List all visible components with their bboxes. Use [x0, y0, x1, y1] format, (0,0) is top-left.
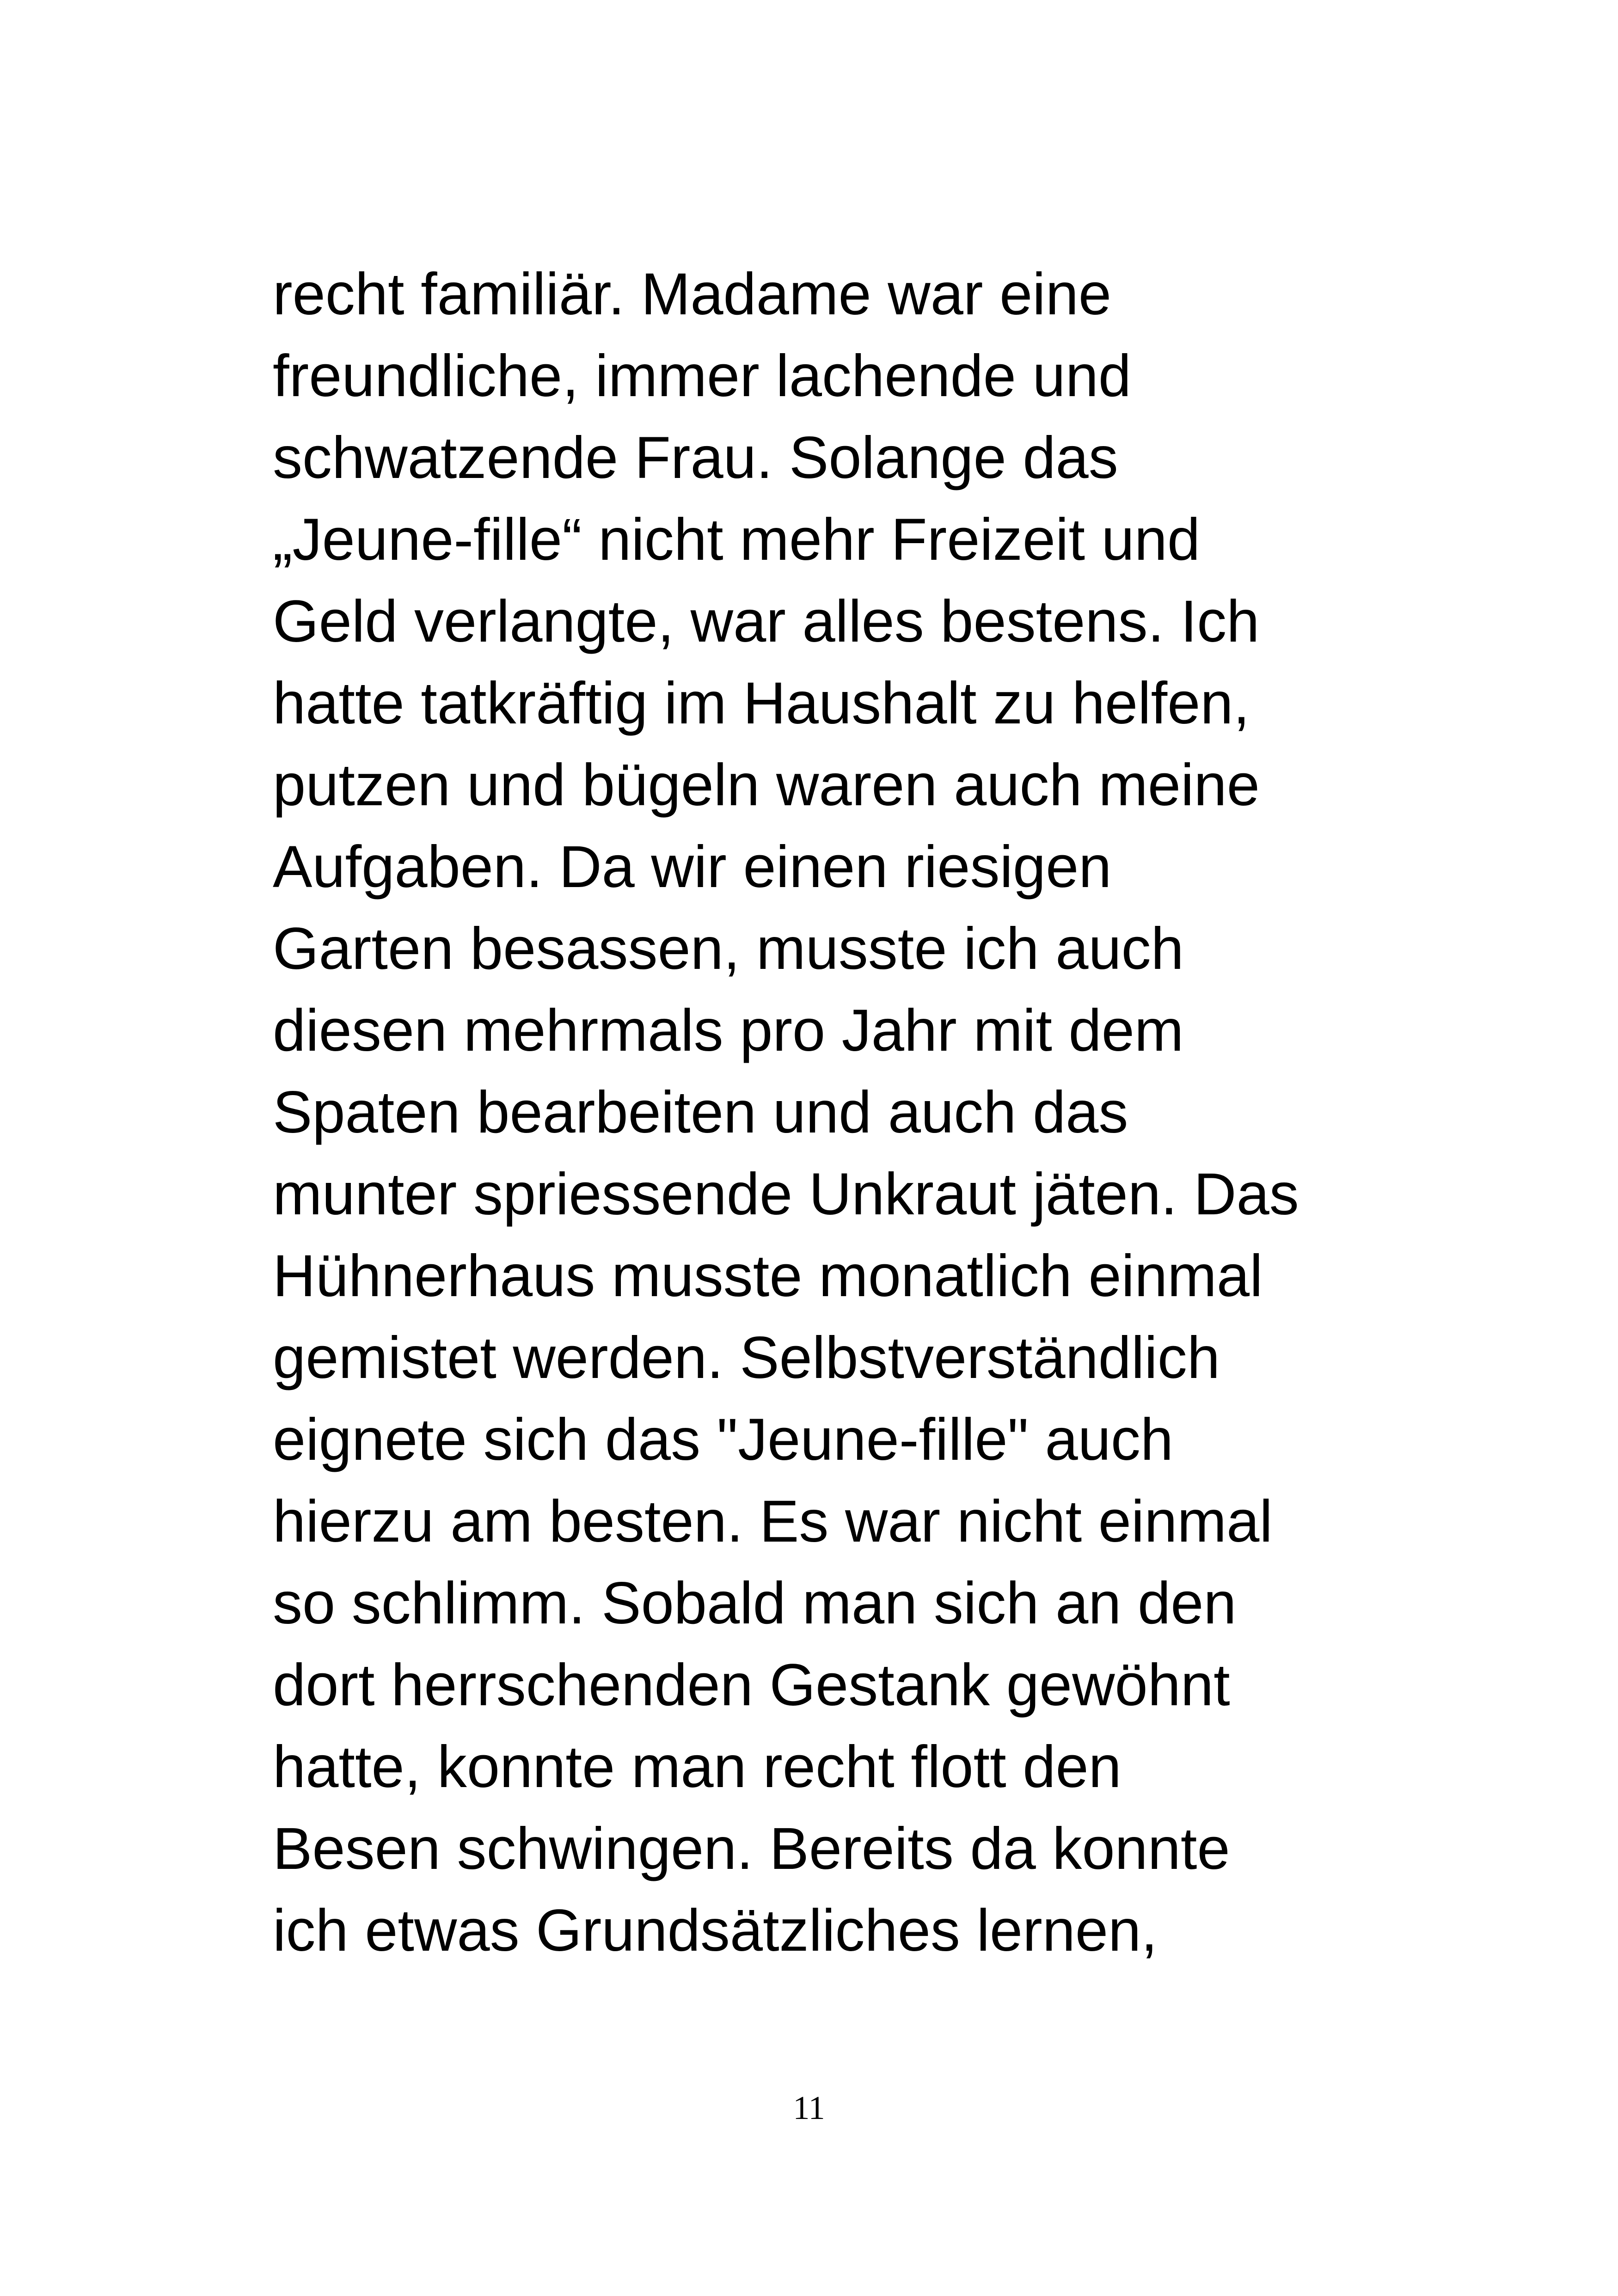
text-line: Geld verlangte, war alles bestens. Ich	[273, 588, 1260, 655]
text-line: Besen schwingen. Bereits da konnte	[273, 1816, 1230, 1882]
text-line: munter spriessende Unkraut jäten. Das	[273, 1161, 1299, 1227]
text-line: gemistet werden. Selbstverständlich	[273, 1325, 1220, 1391]
text-line: schwatzende Frau. Solange das	[273, 425, 1118, 491]
text-line: dort herrschenden Gestank gewöhnt	[273, 1652, 1230, 1718]
text-line: so schlimm. Sobald man sich an den	[273, 1570, 1237, 1636]
text-line: diesen mehrmals pro Jahr mit dem	[273, 998, 1184, 1064]
text-line: Spaten bearbeiten und auch das	[273, 1079, 1128, 1145]
text-line: „Jeune-fille“ nicht mehr Freizeit und	[273, 507, 1201, 573]
text-line: putzen und bügeln waren auch meine	[273, 752, 1260, 818]
page-number: 11	[793, 2089, 825, 2126]
text-line: recht familiär. Madame war eine	[273, 261, 1112, 327]
text-line: Aufgaben. Da wir einen riesigen	[273, 834, 1112, 900]
text-line: hatte, konnte man recht flott den	[273, 1734, 1122, 1800]
text-line: hatte tatkräftig im Haushalt zu helfen,	[273, 670, 1250, 736]
text-line: Hühnerhaus musste monatlich einmal	[273, 1243, 1263, 1309]
text-line: Garten besassen, musste ich auch	[273, 916, 1184, 982]
text-line: freundliche, immer lachende und	[273, 343, 1132, 409]
text-line: eignete sich das "Jeune-fille" auch	[273, 1407, 1174, 1473]
text-line: ich etwas Grundsätzliches lernen,	[273, 1898, 1158, 1964]
body-paragraph	[273, 253, 1549, 1971]
text-line: hierzu am besten. Es war nicht einmal	[273, 1488, 1273, 1555]
